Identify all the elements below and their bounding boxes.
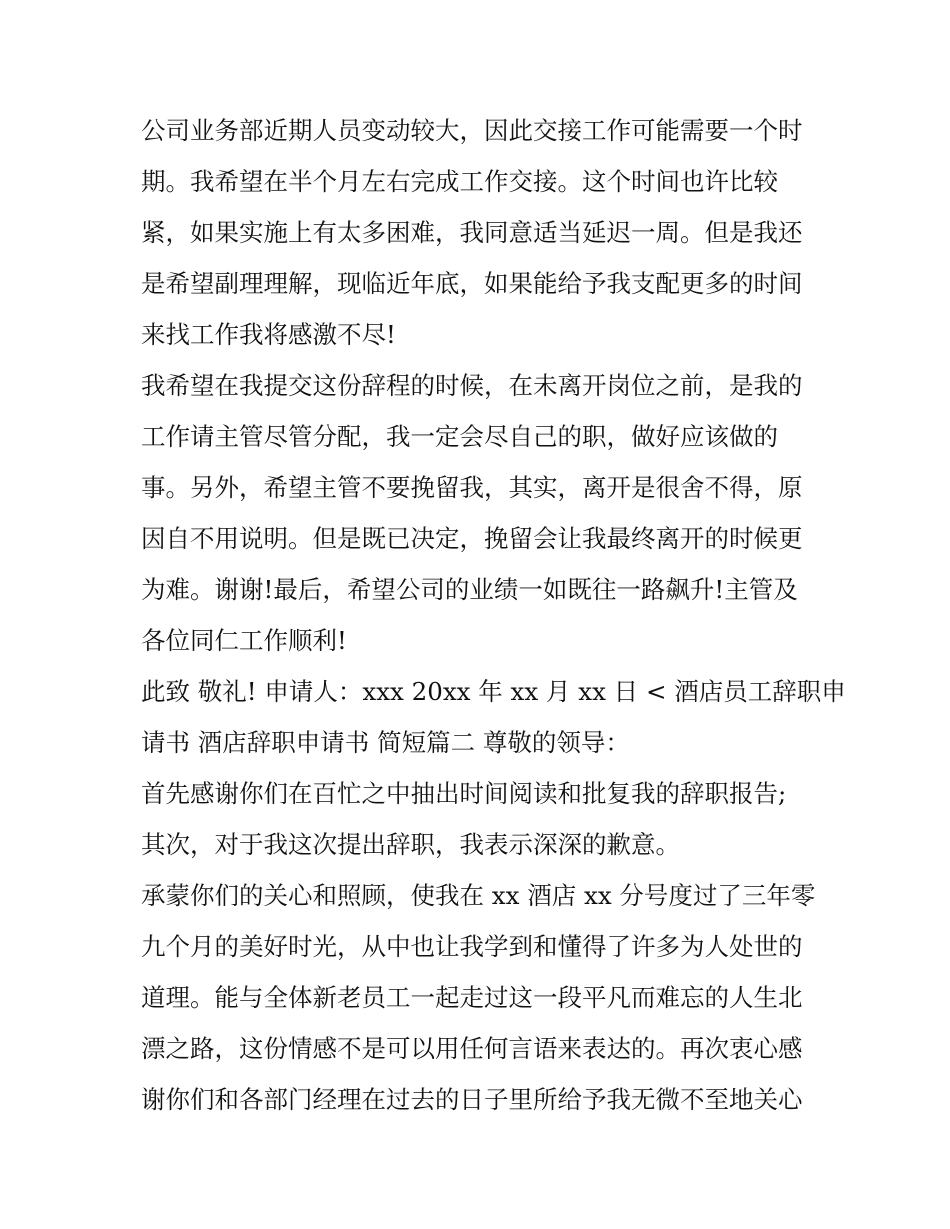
text-line: 是希望副理理解，现临近年底，如果能给予我支配更多的时间: [141, 269, 803, 298]
document-body: [141, 105, 846, 1125]
text-line: 工作请主管尽管分配，我一定会尽自己的职，做好应该做的: [141, 422, 778, 451]
text-line: 期。我希望在半个月左右完成工作交接。这个时间也许比较: [141, 167, 778, 196]
text-line: 道理。能与全体新老员工一起走过这一段平凡而难忘的人生北: [141, 983, 803, 1012]
text-line: 为难。谢谢!最后，希望公司的业绩一如既往一路飙升!主管及: [141, 575, 798, 604]
text-line: 九个月的美好时光，从中也让我学到和懂得了许多为人处世的: [141, 932, 803, 961]
text-line: 各位同仁工作顺利!: [141, 626, 347, 655]
text-line: 公司业务部近期人员变动较大，因此交接工作可能需要一个时: [141, 116, 803, 145]
text-line: 此致 敬礼! 申请人：xxx 20xx 年 xx 月 xx 日 < 酒店员工辞职申: [141, 677, 846, 706]
text-line: 请书 酒店辞职申请书 简短篇二 尊敬的领导：: [141, 728, 630, 757]
text-line: 事。另外，希望主管不要挽留我，其实，离开是很舍不得，原: [141, 473, 803, 502]
text-line: 首先感谢你们在百忙之中抽出时间阅读和批复我的辞职报告;: [141, 779, 787, 808]
text-line: 来找工作我将感激不尽!: [141, 320, 396, 349]
text-line: 承蒙你们的关心和照顾，使我在 xx 酒店 xx 分号度过了三年零: [141, 881, 816, 910]
text-line: 其次，对于我这次提出辞职，我表示深深的歉意。: [141, 830, 680, 859]
text-line: 谢你们和各部门经理在过去的日子里所给予我无微不至地关心: [141, 1085, 803, 1114]
text-line: 紧，如果实施上有太多困难，我同意适当延迟一周。但是我还: [141, 218, 803, 247]
text-line: 因自不用说明。但是既已决定，挽留会让我最终离开的时候更: [141, 524, 803, 553]
text-line: 我希望在我提交这份辞程的时候，在未离开岗位之前，是我的: [141, 371, 803, 400]
text-line: 漂之路，这份情感不是可以用任何言语来表达的。再次衷心感: [141, 1034, 803, 1063]
